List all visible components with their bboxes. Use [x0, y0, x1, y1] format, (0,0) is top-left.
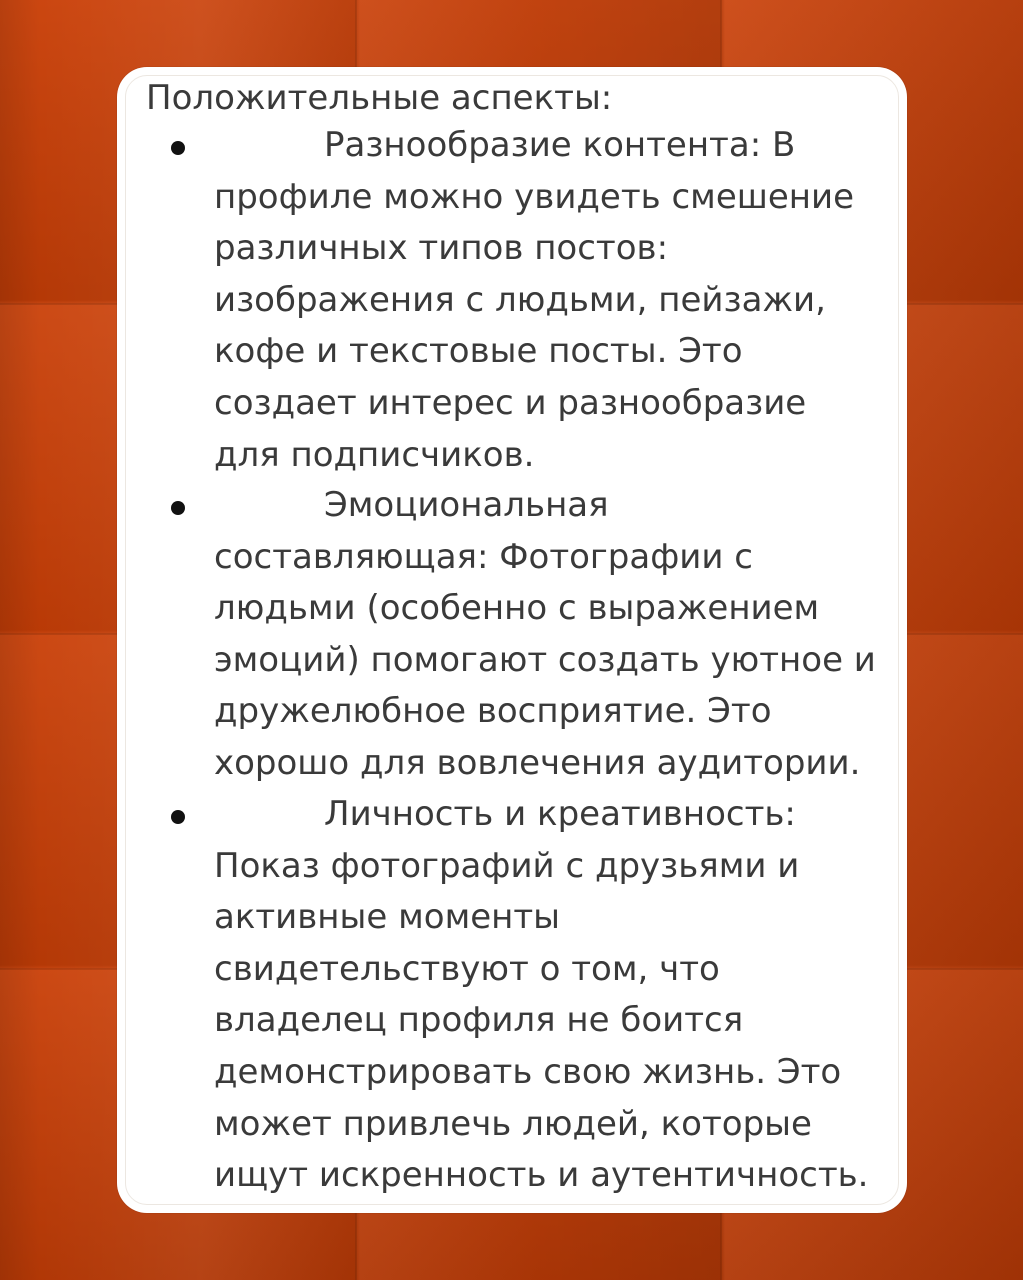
- list-item-text: Личность и креативность: Показ фотографий с друзьями и активные моменты свидетельствуют о том, что владелец профиля не боится демонстрировать свою жизнь. Это может привлечь людей, которые ищут искренность и аутентичность.: [214, 794, 869, 1196]
- list-item-text: Разнообразие контента: В профиле можно увидеть смешение различных типов постов: изображения с людьми, пейзажи, кофе и текстовые посты. Это создает интерес и разнообразие для подписчиков.: [214, 125, 855, 475]
- bullet-icon: [171, 810, 185, 824]
- content-card: [117, 67, 907, 1213]
- bullet-icon: [171, 501, 185, 515]
- section-heading: Положительные аспекты:: [146, 78, 613, 118]
- list-item-text: Эмоциональная составляющая: Фотографии с людьми (особенно с выражением эмоций) помогают создать уютное и дружелюбное восприятие. Это хорошо для вовлечения аудитории.: [214, 485, 876, 783]
- bullet-icon: [171, 141, 185, 155]
